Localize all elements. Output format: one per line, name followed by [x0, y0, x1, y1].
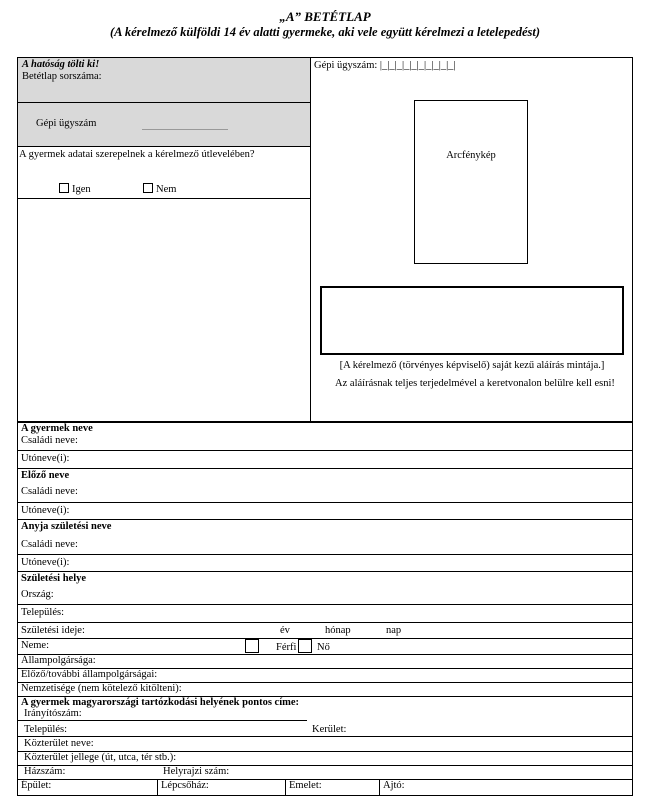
female-checkbox[interactable] — [298, 639, 312, 653]
lower-section — [17, 422, 633, 796]
sex-label: Neme: — [21, 640, 49, 651]
no-option[interactable]: Nem — [143, 183, 176, 195]
signature-box[interactable] — [320, 286, 624, 355]
photo-label: Arcfénykép — [446, 150, 496, 161]
birth-day-field[interactable]: nap — [386, 625, 402, 636]
authority-heading: A hatóság tölti ki! — [22, 59, 100, 70]
male-checkbox[interactable] — [245, 639, 259, 653]
form-title: „A” BETÉTLAP — [279, 9, 371, 24]
district-field[interactable]: Kerület: — [312, 724, 347, 735]
previous-name-heading: Előző neve — [21, 470, 70, 481]
nationality-field[interactable]: Nemzetisége (nem kötelező kitölteni): — [21, 683, 182, 694]
birth-month-field[interactable]: hónap — [325, 625, 351, 636]
birth-country-field[interactable]: Ország: — [21, 589, 54, 600]
birth-year-field[interactable]: év — [280, 625, 290, 636]
male-label: Férfi — [276, 642, 297, 653]
column-divider — [310, 57, 311, 422]
sheet-number-label: Betétlap sorszáma: — [22, 71, 102, 82]
street-name-field[interactable]: Közterület neve: — [24, 738, 94, 749]
signature-note: Az aláírásnak teljes terjedelmével a keretvonalon belülre kell esni! — [335, 378, 615, 389]
case-number-label-left: Gépi ügyszám — [36, 118, 97, 129]
building-field[interactable]: Épület: — [21, 780, 52, 791]
previous-family-name-field[interactable]: Családi neve: — [21, 486, 78, 497]
citizenship-field[interactable]: Állampolgársága: — [21, 655, 96, 666]
mother-family-name-field[interactable]: Családi neve: — [21, 539, 78, 550]
previous-given-name-field[interactable]: Utóneve(i): — [21, 505, 70, 516]
form-subtitle: (A kérelmező külföldi 14 év alatti gyermeke, aki vele együtt kérelmezi a letelepedést) — [109, 25, 541, 39]
child-name-heading: A gyermek neve — [21, 423, 93, 434]
case-number-label-right: Gépi ügyszám: |_|_|_|_|_|_|_|_|_|_| — [314, 60, 456, 71]
case-number-boxes[interactable]: |_|_|_|_|_|_|_|_|_|_| — [379, 60, 456, 71]
yes-option[interactable]: Igen — [59, 183, 91, 195]
signature-caption: [A kérelmező (törvényes képviselő) saját kezű aláírás mintája.] — [339, 360, 605, 371]
passport-question: A gyermek adatai szerepelnek a kérelmező útlevelében? — [19, 149, 255, 160]
address-settlement-field[interactable]: Település: — [24, 724, 67, 735]
no-checkbox[interactable] — [143, 183, 153, 193]
mother-given-name-field[interactable]: Utóneve(i): — [21, 557, 70, 568]
case-number-line[interactable] — [142, 129, 228, 130]
yes-checkbox[interactable] — [59, 183, 69, 193]
staircase-field[interactable]: Lépcsőház: — [161, 780, 209, 791]
address-heading: A gyermek magyarországi tartózkodási helyének pontos címe: — [21, 697, 300, 708]
female-label: Nő — [317, 642, 330, 653]
floor-field[interactable]: Emelet: — [289, 780, 322, 791]
lot-number-field[interactable]: Helyrajzi szám: — [163, 766, 230, 777]
zip-field[interactable]: Irányítószám: — [24, 708, 82, 719]
house-number-field[interactable]: Házszám: — [24, 766, 66, 777]
birthplace-heading: Születési helye — [21, 573, 87, 584]
door-field[interactable]: Ajtó: — [383, 780, 405, 791]
previous-citizenship-field[interactable]: Előző/további állampolgárságai: — [21, 669, 158, 680]
birth-settlement-field[interactable]: Település: — [21, 607, 64, 618]
street-type-field[interactable]: Közterület jellege (út, utca, tér stb.): — [24, 752, 177, 763]
mother-name-heading: Anyja születési neve — [21, 521, 112, 532]
child-family-name-field[interactable]: Családi neve: — [21, 435, 78, 446]
child-given-name-field[interactable]: Utóneve(i): — [21, 453, 70, 464]
photo-box — [414, 100, 528, 264]
birth-date-label: Születési ideje: — [21, 625, 85, 636]
